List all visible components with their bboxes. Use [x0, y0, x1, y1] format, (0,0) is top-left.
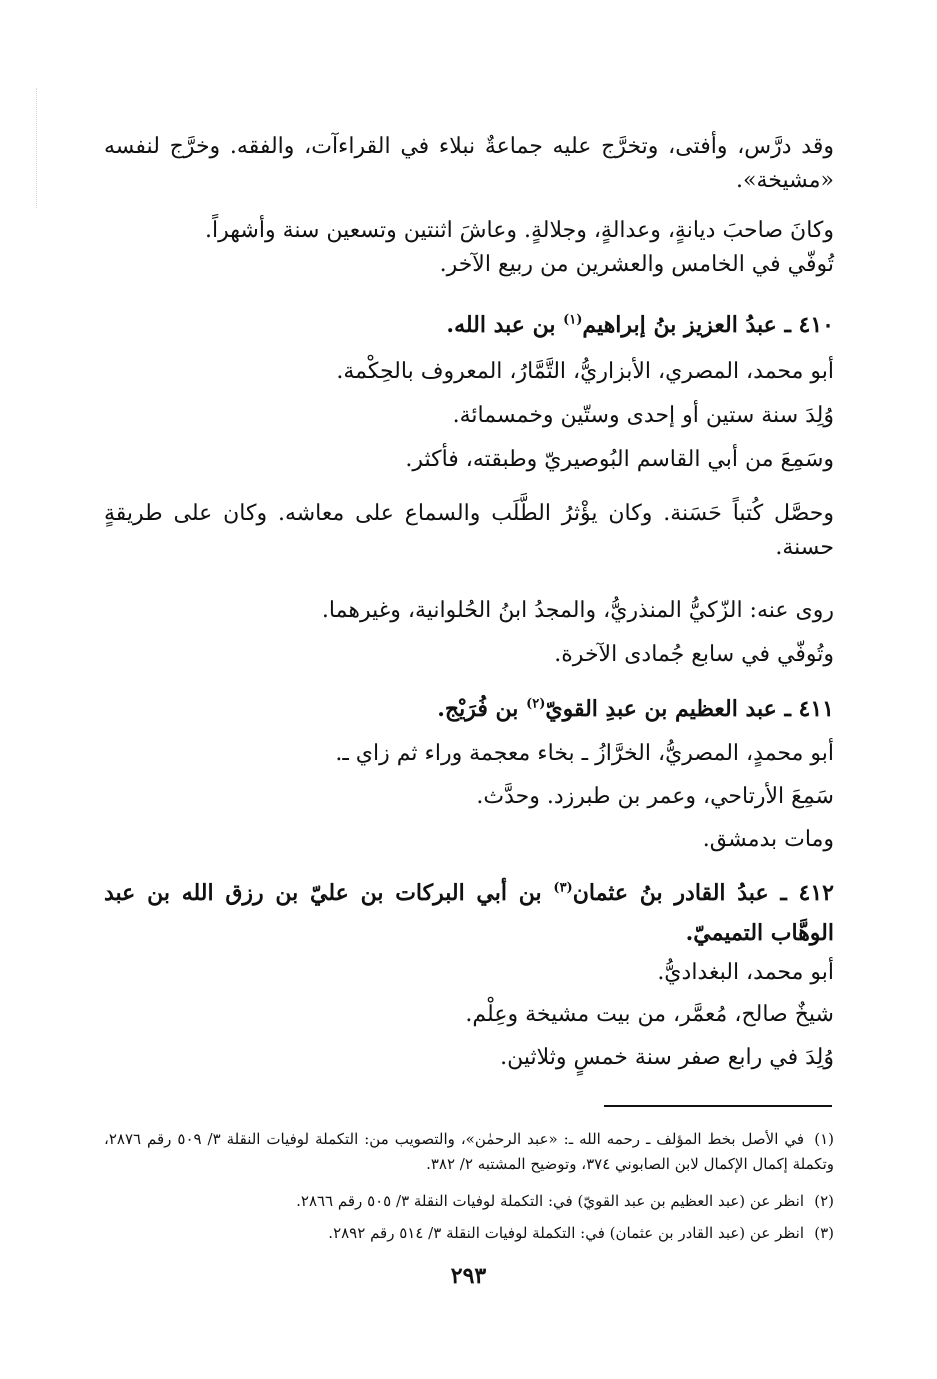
- entry-411-death: ومات بدمشق.: [702, 827, 834, 852]
- entry-410-books: وحصَّل كُتباً حَسَنة. وكان يؤْثرُ الطَّلَب والسماع على معاشه. وكان على طريقةٍ حسنة.: [104, 501, 834, 560]
- entry-410-birth: وُلِدَ سنة ستين أو إحدى وستّين وخمسمائة.: [452, 403, 834, 428]
- entry-411-name-rest: بن فُرَيْج.: [437, 696, 527, 722]
- entry-410-hearing: وسَمِعَ من أبي القاسم البُوصيريّ وطبقته، فأكثر.: [405, 447, 834, 472]
- footnote-1: [104, 1127, 834, 1177]
- footnote-2-text: انظر عن (عبد العظيم بن عبد القويّ) في: التكملة لوفيات النقلة ٣/ ٥٠٥ رقم ٢٨٦٦.: [296, 1192, 804, 1210]
- entry-410-kunya: أبو محمد، المصري، الأبزاريُّ، التَّمَّارُ، المعروف بالحِكْمة.: [336, 359, 834, 384]
- entry-412-description: شيخٌ صالح، مُعمَّر، من بيت مشيخة وعِلْم.: [465, 1002, 834, 1027]
- footnote-1-number: (١): [814, 1130, 835, 1148]
- footnote-ref-3: (٣): [553, 880, 573, 896]
- page-number: ٢٩٣: [450, 1263, 487, 1289]
- entry-410-narrators: روى عنه: الزّكيُّ المنذريُّ، والمجدُ ابنُ الحُلوانية، وغيرهما.: [321, 598, 834, 623]
- footnote-ref-1: (١): [563, 312, 583, 328]
- entry-412-heading: [104, 873, 834, 953]
- entry-412-name-rest: بن أبي البركات بن عليّ بن رزق الله بن عبد الوهَّاب التميميّ.: [104, 880, 834, 946]
- entry-411-name: ٤١١ ـ عبد العظيم بن عبدِ القويّ: [545, 696, 834, 722]
- footnote-2-number: (٢): [814, 1192, 834, 1210]
- entry-412-kunya: أبو محمد، البغداديُّ.: [657, 960, 834, 985]
- entry-412-birth: وُلِدَ في رابع صفر سنة خمسٍ وثلاثين.: [500, 1045, 834, 1070]
- footnote-1-text: في الأصل بخط المؤلف ـ رحمه الله ـ: «عبد الرحمٰن»، والتصويب من: التكملة لوفيات النقلة ٣/ ٥٠٩ رقم ٢٨٧٦، وتكملة إكمال الإكمال لابن الصابوني ٣٧٤، وتوضيح المشتبه ٢/ ٣٨٢.: [104, 1130, 834, 1173]
- entry-410-name-rest: بن عبد الله.: [446, 312, 564, 338]
- paragraph-character: وكانَ صاحبَ ديانةٍ، وعدالةٍ، وجلالةٍ. وعاشَ اثنتين وتسعين سنة وأشهراً.: [205, 218, 834, 243]
- paragraph-teaching: وقد درَّس، وأفتى، وتخرَّج عليه جماعةٌ نبلاء في القراءآت، والفقه. وخرَّج لنفسه «مشيخة».: [104, 134, 834, 193]
- scan-margin-artifact: [36, 88, 38, 208]
- entry-411-kunya: أبو محمدٍ، المصريُّ، الخرَّازُ ـ بخاء معجمة وراء ثم زاي ـ.: [335, 741, 834, 766]
- footnote-3: [104, 1221, 834, 1246]
- footnote-ref-2: (٢): [526, 696, 546, 712]
- entry-411-heading: [104, 692, 834, 726]
- entry-410-heading: [104, 308, 834, 342]
- paragraph-death-date: تُوفّي في الخامس والعشرين من ربيع الآخر.: [439, 252, 834, 277]
- footnote-separator: [604, 1105, 832, 1107]
- entry-411-hearing: سَمِعَ الأرتاحي، وعمر بن طبرزد. وحدَّث.: [476, 784, 834, 809]
- entry-410-name: ٤١٠ ـ عبدُ العزيز بنُ إبراهيم: [582, 312, 834, 338]
- footnote-2: [104, 1189, 834, 1214]
- entry-412-name: ٤١٢ ـ عبدُ القادر بنُ عثمان: [572, 880, 834, 906]
- entry-410-death: وتُوفّي في سابع جُمادى الآخرة.: [554, 642, 834, 667]
- footnote-3-number: (٣): [814, 1224, 834, 1242]
- footnote-3-text: انظر عن (عبد القادر بن عثمان) في: التكملة لوفيات النقلة ٣/ ٥١٤ رقم ٢٨٩٢.: [328, 1224, 804, 1242]
